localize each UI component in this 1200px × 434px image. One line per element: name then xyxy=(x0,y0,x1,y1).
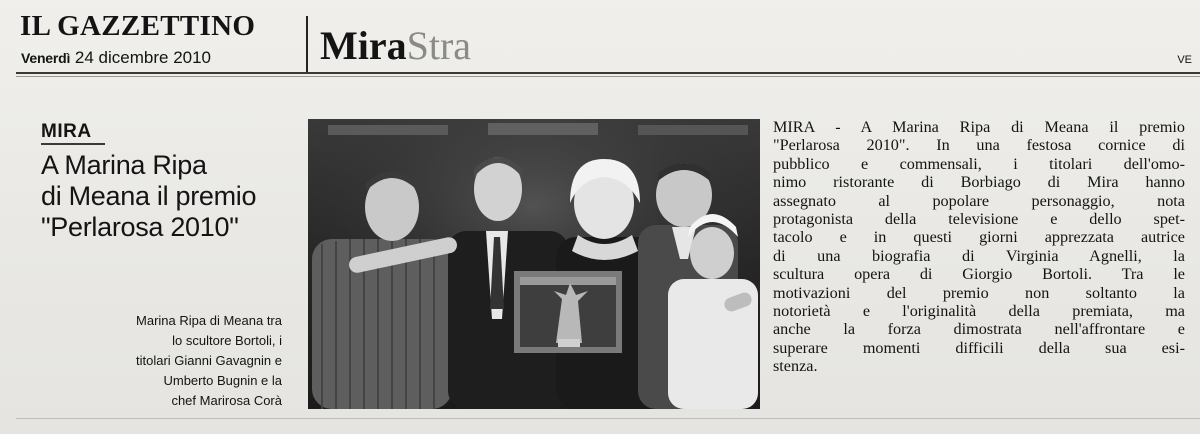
body-line: tacolo e in questi giorni apprezzata autrice xyxy=(773,228,1185,247)
publication-date xyxy=(21,49,211,66)
publication-day: 24 dicembre 2010 xyxy=(74,48,212,67)
caption-line: Marina Ripa di Meana tra xyxy=(136,313,282,328)
publication-weekday: Venerdì xyxy=(21,50,71,66)
body-line: superare momenti difficili della sua esi- xyxy=(773,338,1185,357)
article-headline xyxy=(41,150,291,243)
body-line: notorietà e l'originalità della premiata, ma xyxy=(773,301,1185,320)
kicker-underline xyxy=(41,143,105,145)
section-title-suffix: Stra xyxy=(406,23,472,68)
headline-line: A Marina Ripa xyxy=(41,150,207,180)
body-line: di una biografia di Virginia Agnelli, la xyxy=(773,246,1185,265)
body-line: scultura opera di Giorgio Bortoli. Tra le xyxy=(773,265,1185,284)
header-rule-thin xyxy=(16,76,1200,77)
edition-code: VE xyxy=(1177,54,1192,66)
header-rule xyxy=(16,72,1200,74)
section-title-main: Mira xyxy=(320,23,407,68)
body-line: protagonista della televisione e dello spet- xyxy=(773,209,1185,228)
body-line: pubblico e commensali, i titolari dell'omo- xyxy=(773,154,1185,173)
caption-line: chef Marirosa Corà xyxy=(171,393,282,408)
sculpture-trophy xyxy=(514,271,622,353)
masthead-divider xyxy=(306,16,308,74)
photo-caption xyxy=(80,311,282,411)
bottom-rule xyxy=(16,418,1200,419)
body-line: motivazioni del premio non soltanto la xyxy=(773,283,1185,302)
headline-line: di Meana il premio xyxy=(41,181,257,211)
body-line: stenza. xyxy=(773,357,818,376)
article-photo xyxy=(308,119,760,409)
body-line: nimo ristorante di Borbiago di Mira hanno xyxy=(773,173,1185,192)
article-body xyxy=(773,118,1185,375)
article-kicker: MIRA xyxy=(41,121,92,142)
body-line: MIRA - A Marina Ripa di Meana il premio xyxy=(773,118,1185,136)
group-photo-illustration xyxy=(308,119,760,409)
caption-line: titolari Gianni Gavagnin e xyxy=(136,353,282,368)
body-line: "Perlarosa 2010". In una festosa cornice di xyxy=(773,136,1185,155)
caption-line: Umberto Bugnin e la xyxy=(163,373,282,388)
body-line: assegnato al popolare personaggio, nota xyxy=(773,191,1185,210)
caption-line: lo scultore Bortoli, i xyxy=(172,333,282,348)
body-line: anche la forza dimostrata nell'affrontare e xyxy=(773,320,1185,339)
newspaper-name: IL GAZZETTINO xyxy=(20,10,256,42)
headline-line: "Perlarosa 2010" xyxy=(41,212,239,242)
section-title xyxy=(320,23,472,68)
